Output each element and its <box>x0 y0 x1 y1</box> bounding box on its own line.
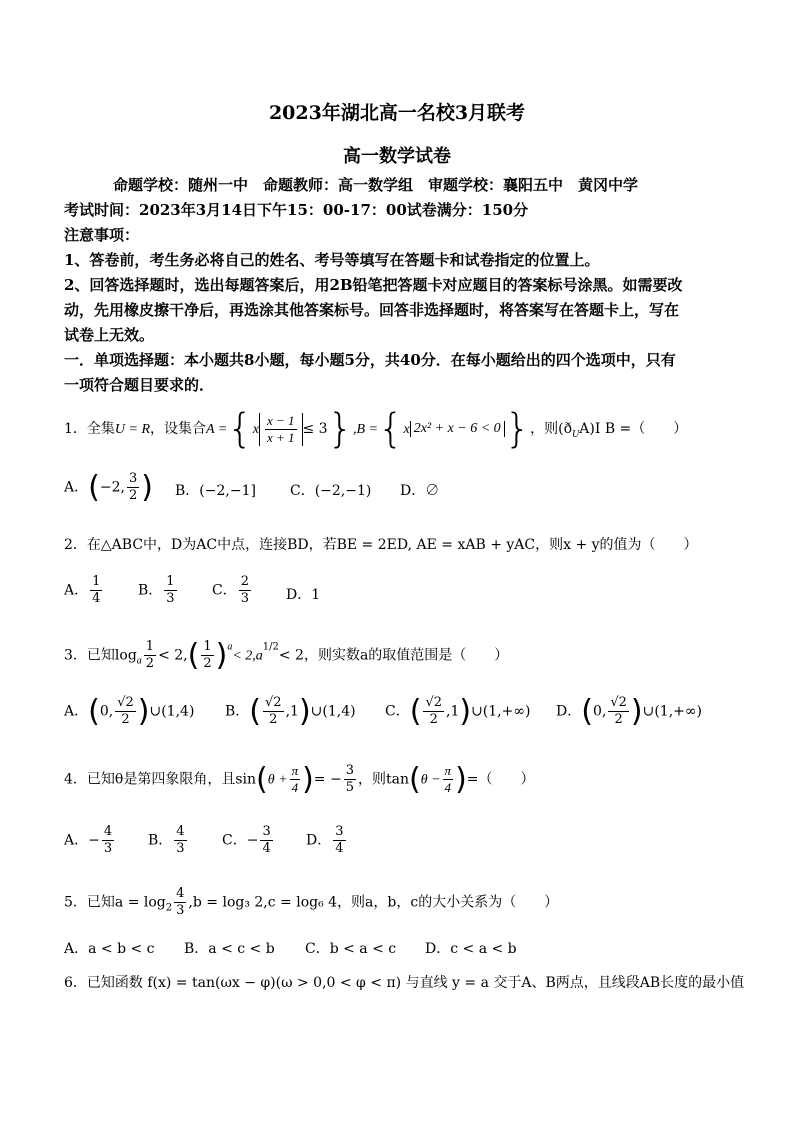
q2-option-c[interactable]: C． $\frac{2}{3}$ <box>212 574 249 606</box>
q5-option-b[interactable]: B．a < c < b <box>184 941 275 957</box>
q2-option-a[interactable]: A． $\frac{1}{4}$ <box>64 574 101 606</box>
q1-fraction: $\frac{x - 1}{x + 1}$ <box>266 412 295 445</box>
note-item-1: 1、答卷前，考生务必将自己的姓名、考号等填写在答题卡和试卷指定的位置上。 <box>64 251 600 269</box>
question-4: 4．已知θ是第四象限角，且sin(θ + $\frac{\pi}{4}$ )= − $\frac{3}{5}$ ，则tan(θ − $\frac{\pi}{4}$ )=（ ） <box>64 762 535 797</box>
q1-tail-2: A)I B =（ ） <box>579 421 688 437</box>
question-6: 6．已知函数 f(x) = tan(ωx − φ)(ω > 0,0 < φ < π) 与直线 y = a 交于A、B两点，且线段AB长度的最小值 <box>64 975 745 991</box>
q3-option-c[interactable]: C．( $\frac{√2}{2}$ ,1)∪(1,+∞) <box>385 694 531 729</box>
question-1: 1．全集U = R，设集合A ={x $\frac{x - 1}{x + 1}$ ≤ 3},B ={x 2x² + x − 6 < 0 }，则$(ð_UA)I$ B =（ ） <box>64 406 688 452</box>
q3-option-d[interactable]: D．(0, $\frac{√2}{2}$ )∪(1,+∞) <box>556 694 702 729</box>
q1-text: ，设集合 <box>150 421 207 437</box>
note-item-2-line-3: 试卷上无效。 <box>64 326 155 344</box>
q4-option-a[interactable]: A．− $\frac{4}{3}$ <box>64 824 113 856</box>
q1-lead: 1．全集 <box>64 421 115 437</box>
q5-option-a[interactable]: A．a < b < c <box>64 941 155 957</box>
section-heading-line-2: 一项符合题目要求的． <box>64 376 215 394</box>
question-2: 2．在△ABC中，D为AC中点，连接BD，若BE = 2ED, AE = xAB + yAC，则x + y的值为（ ） <box>64 537 698 553</box>
section-heading-line-1: 一．单项选择题：本小题共8小题，每小题5分，共40分．在每小题给出的四个选项中，只有 <box>64 351 676 369</box>
q1-set-a-label: A = <box>206 422 228 437</box>
q1-leq: ≤ 3 <box>302 421 328 437</box>
q1-option-d[interactable]: D．∅ <box>400 483 440 499</box>
q1-option-c[interactable]: C．(−2,−1) <box>290 483 372 499</box>
q1-option-b[interactable]: B．(−2,−1] <box>175 483 256 499</box>
exam-title: 2023年湖北高一名校3月联考 <box>268 102 526 124</box>
q2-option-d[interactable]: D．1 <box>286 587 321 603</box>
q1-option-a[interactable]: A．(−2, $\frac{3}{2}$ ) <box>64 470 153 505</box>
q5-option-c[interactable]: C．b < a < c <box>305 941 397 957</box>
question-5: 5．已知$a = \log_2$ $\frac{4}{3}$ ,b = log₃ 2,c = log₆ 4，则a，b，c的大小关系为（ ） <box>64 886 559 918</box>
q1-set-b-label: ,B = <box>353 422 379 437</box>
q1-set-b-body: 2x² + x − 6 < 0 <box>410 421 505 437</box>
note-item-2-line-1: 2、回答选择题时，选出每题答案后，用2B铅笔把答题卡对应题目的答案标号涂黑。如需要改 <box>64 276 683 294</box>
exam-time-line: 考试时间：2023年3月14日下午15：00-17：00试卷满分：150分 <box>64 201 529 219</box>
note-item-2-line-2: 动，先用橡皮擦干净后，再选涂其他答案标号。回答非选择题时，将答案写在答题卡上，写在 <box>64 301 680 319</box>
q4-option-c[interactable]: C．− $\frac{3}{4}$ <box>222 824 271 856</box>
q5-option-d[interactable]: D．c < a < b <box>425 941 517 957</box>
q3-option-b[interactable]: B．( $\frac{√2}{2}$ ,1)∪(1,4) <box>225 694 356 729</box>
notes-heading: 注意事项： <box>64 226 140 244</box>
exam-subtitle: 高一数学试卷 <box>343 146 451 167</box>
q4-option-d[interactable]: D． $\frac{3}{4}$ <box>306 824 344 856</box>
q3-option-a[interactable]: A．(0, $\frac{√2}{2}$ )∪(1,4) <box>64 694 195 729</box>
question-3: 3．已知$\log_a$ $\frac{1}{2}$ < 2,( $\frac{1}{2}$ )$^a< 2,a^{1/2}< 2$，则实数a的取值范围是（ ） <box>64 638 509 673</box>
author-line: 命题学校：随州一中 命题教师：高一数学组 审题学校：襄阳五中 黄冈中学 <box>113 176 639 194</box>
q4-option-b[interactable]: B． $\frac{4}{3}$ <box>148 824 185 856</box>
q1-tail: ，则(ð <box>530 421 573 437</box>
q1-universe: U = R <box>114 422 151 437</box>
q2-option-b[interactable]: B． $\frac{1}{3}$ <box>138 574 175 606</box>
